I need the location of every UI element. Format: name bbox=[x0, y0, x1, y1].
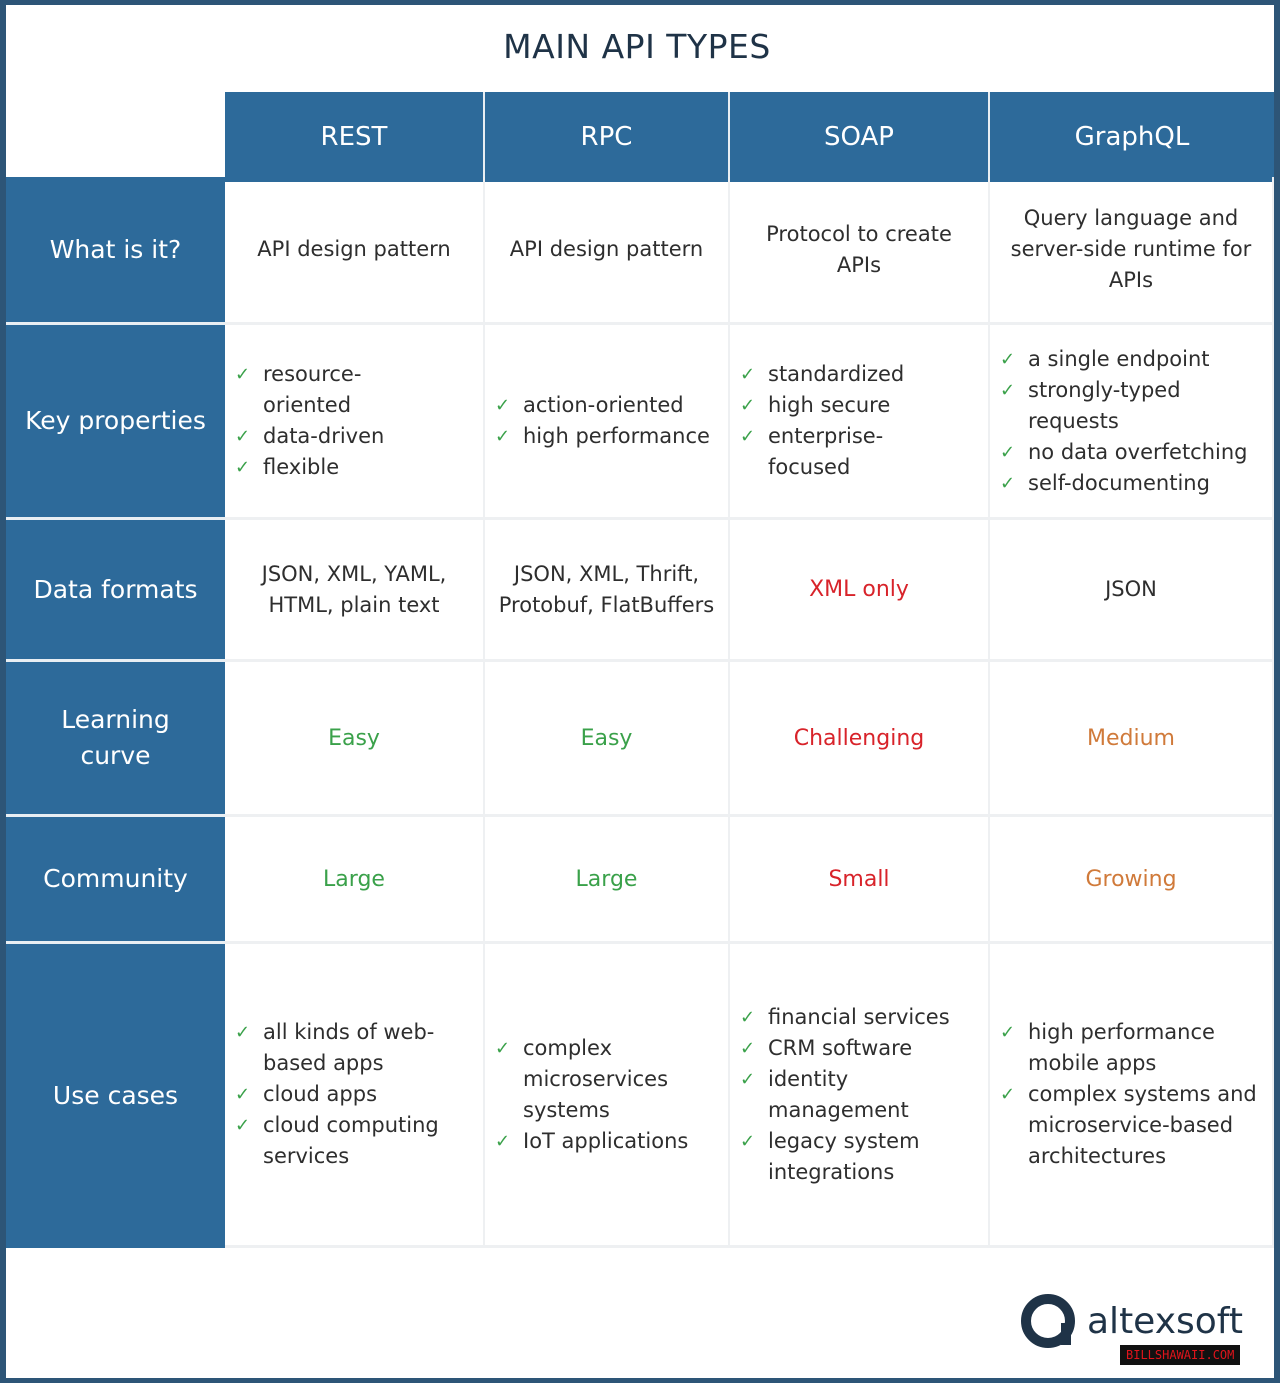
check-icon: ✓ bbox=[495, 1130, 511, 1152]
altexsoft-logo bbox=[1021, 1293, 1243, 1349]
check-icon: ✓ bbox=[740, 364, 756, 385]
cell-rpc-formats: JSON, XML, Thrift, Protobuf, FlatBuffers bbox=[485, 520, 730, 662]
check-icon: ✓ bbox=[740, 395, 756, 416]
list-item: ✓ strongly-typed requests bbox=[998, 375, 1268, 437]
check-icon: ✓ bbox=[1000, 441, 1016, 463]
check-icon: ✓ bbox=[1000, 379, 1016, 401]
list-item: ✓ action-oriented bbox=[493, 390, 718, 421]
cell-rest-formats: JSON, XML, YAML, HTML, plain text bbox=[225, 520, 485, 662]
cell-graphql-usecases bbox=[990, 944, 1274, 1248]
cell-graphql-key bbox=[990, 325, 1274, 520]
list-item: ✓ identity management bbox=[738, 1064, 978, 1126]
cell-rest-learning: Easy bbox=[225, 662, 485, 817]
list-item: ✓ standardized bbox=[738, 359, 933, 390]
check-icon: ✓ bbox=[235, 364, 251, 385]
cell-soap-community: Small bbox=[730, 817, 990, 944]
watermark: BILLSHAWAII.COM bbox=[1120, 1345, 1240, 1365]
check-icon: ✓ bbox=[740, 1037, 756, 1059]
cell-graphql-community: Growing bbox=[990, 817, 1274, 944]
column-header-rest: REST bbox=[225, 92, 485, 182]
check-icon: ✓ bbox=[740, 1006, 756, 1028]
cell-rest-usecases bbox=[225, 944, 485, 1248]
row-label-learning-curve: Learning curve bbox=[6, 662, 225, 817]
check-icon: ✓ bbox=[1000, 472, 1016, 494]
list-item: ✓ financial services bbox=[738, 1002, 978, 1033]
row-label-key-properties: Key properties bbox=[6, 325, 225, 520]
list-item: ✓ high performance bbox=[493, 421, 718, 452]
list-item: ✓ resource-oriented bbox=[233, 359, 423, 421]
check-icon: ✓ bbox=[740, 426, 756, 447]
cell-graphql-what: Query language and server-side runtime for APIs bbox=[990, 177, 1274, 325]
cell-rest-what: API design pattern bbox=[225, 177, 485, 325]
list-item: ✓ complex microservices systems bbox=[493, 1033, 713, 1126]
list-item: ✓ legacy system integrations bbox=[738, 1126, 978, 1188]
list-item: ✓ no data overfetching bbox=[998, 437, 1268, 468]
check-icon: ✓ bbox=[495, 426, 511, 447]
list-item: ✓ high secure bbox=[738, 390, 933, 421]
cell-rest-key bbox=[225, 325, 485, 520]
list-item: ✓ a single endpoint bbox=[998, 344, 1268, 375]
list-item: ✓ all kinds of web-based apps bbox=[233, 1017, 468, 1079]
logo-text: altexsoft bbox=[1087, 1300, 1243, 1342]
comparison-table-card bbox=[6, 5, 1274, 1378]
list-item: ✓ data-driven bbox=[233, 421, 423, 452]
check-icon: ✓ bbox=[1000, 1084, 1016, 1105]
cell-soap-formats: XML only bbox=[730, 520, 990, 662]
check-icon: ✓ bbox=[235, 1022, 251, 1043]
cell-rpc-what: API design pattern bbox=[485, 177, 730, 325]
row-label-data-formats: Data formats bbox=[6, 520, 225, 662]
check-icon: ✓ bbox=[235, 1115, 251, 1136]
row-label-use-cases: Use cases bbox=[6, 944, 225, 1248]
check-icon: ✓ bbox=[495, 1037, 511, 1059]
list-item: ✓ flexible bbox=[233, 452, 423, 483]
page-title: MAIN API TYPES bbox=[503, 27, 771, 66]
cell-rest-community: Large bbox=[225, 817, 485, 944]
check-icon: ✓ bbox=[235, 457, 251, 478]
check-icon: ✓ bbox=[235, 426, 251, 447]
cell-soap-learning: Challenging bbox=[730, 662, 990, 817]
list-item: ✓ cloud computing services bbox=[233, 1110, 468, 1172]
column-header-graphql: GraphQL bbox=[990, 92, 1274, 182]
list-item: ✓ complex systems and microservice-based architectures bbox=[998, 1079, 1263, 1172]
list-item: ✓ self-documenting bbox=[998, 468, 1268, 499]
altexsoft-logo-icon bbox=[1021, 1293, 1077, 1349]
cell-soap-key bbox=[730, 325, 990, 520]
column-header-soap: SOAP bbox=[730, 92, 990, 182]
cell-rpc-community: Large bbox=[485, 817, 730, 944]
check-icon: ✓ bbox=[1000, 348, 1016, 370]
check-icon: ✓ bbox=[740, 1130, 756, 1152]
cell-soap-what: Protocol to create APIs bbox=[730, 177, 990, 325]
cell-rpc-key bbox=[485, 325, 730, 520]
cell-rpc-learning: Easy bbox=[485, 662, 730, 817]
check-icon: ✓ bbox=[495, 395, 511, 416]
cell-rpc-usecases bbox=[485, 944, 730, 1248]
row-label-community: Community bbox=[6, 817, 225, 944]
list-item: ✓ CRM software bbox=[738, 1033, 978, 1064]
cell-graphql-formats: JSON bbox=[990, 520, 1274, 662]
check-icon: ✓ bbox=[1000, 1022, 1016, 1043]
list-item: ✓ high performance mobile apps bbox=[998, 1017, 1263, 1079]
list-item: ✓ enterprise-focused bbox=[738, 421, 933, 483]
row-label-what-is-it: What is it? bbox=[6, 177, 225, 325]
cell-soap-usecases bbox=[730, 944, 990, 1248]
list-item: ✓ cloud apps bbox=[233, 1079, 468, 1110]
check-icon: ✓ bbox=[740, 1068, 756, 1090]
check-icon: ✓ bbox=[235, 1084, 251, 1105]
list-item: ✓ IoT applications bbox=[493, 1126, 713, 1157]
cell-graphql-learning: Medium bbox=[990, 662, 1274, 817]
column-header-rpc: RPC bbox=[485, 92, 730, 182]
